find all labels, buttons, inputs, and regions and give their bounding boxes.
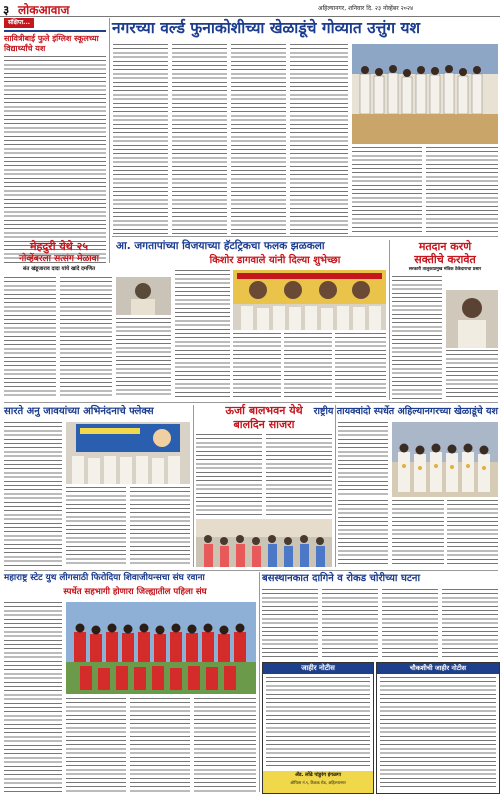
jagtap-body-col-1	[175, 270, 230, 400]
urja-body-col-1	[196, 434, 262, 516]
football-body-col-4	[194, 698, 256, 792]
column-divider	[193, 405, 194, 567]
main-body-col-3	[231, 44, 286, 234]
briefs-section	[4, 18, 106, 263]
rashtriya-medal-photo	[392, 422, 498, 497]
bus-headline: बसस्थानकात दागिने व रोकड चोरीच्या घटना	[262, 573, 421, 584]
section-divider	[4, 570, 498, 571]
mehdoori-body-col-1	[4, 277, 56, 397]
sarathe-body-col-2	[66, 487, 126, 567]
jahir-notice-body	[266, 677, 370, 769]
sarathe-headline: सारते अनु जावयांच्या अभिनंदनाचे फ्लेक्स	[4, 406, 154, 417]
voting-headline-line1: मतदान करणे	[418, 240, 472, 253]
jagtap-subhead: किशोर डागवाले यांनी दिल्या शुभेच्छा	[209, 255, 341, 266]
football-body-col-2	[66, 698, 126, 792]
briefs-rule	[4, 30, 106, 32]
advocate-address: ऑफिस नं.९, टिळक रोड, अहिल्यानगर	[290, 780, 346, 785]
urja-headline-line2: बालदिन साजरा	[233, 418, 295, 431]
briefs-headline: सावित्रीबाई फुले इंग्लिश स्कूलच्या विद्यार्थ्यांचे यश	[4, 34, 99, 53]
mehdoori-story	[4, 240, 114, 273]
bus-body-col-2	[322, 589, 378, 659]
rashtriya-headline: राष्ट्रीय तायक्वांदो स्पर्धेत अहिल्यानगरच्या खेळाडूंचे यश	[313, 406, 498, 417]
briefs-body-text	[4, 56, 106, 263]
advocate-name: ॲड. लोंढे पांडुरंग इंगळगा	[295, 772, 341, 778]
voting-headline-line2: सक्तीचे करावेत	[414, 253, 476, 266]
jagtap-body-col-4	[335, 333, 386, 400]
rashtriya-body-col-4	[447, 500, 498, 567]
jagtap-body-col-3	[284, 333, 332, 400]
sarathe-body-col-3	[130, 487, 190, 567]
page-number: ३	[3, 3, 10, 17]
rashtriya-body-col-3	[392, 500, 444, 567]
main-body-col-6	[426, 147, 498, 234]
rashtriya-body-col-1	[338, 422, 388, 497]
main-body-col-2	[172, 44, 227, 234]
voting-photo	[446, 290, 498, 348]
section-divider	[4, 402, 498, 403]
jagtap-flex-photo	[233, 270, 386, 330]
jagtap-headline: आ. जगतापांच्या विजयाच्या हॅटट्रिकचा फलक झळकला	[116, 240, 325, 252]
column-divider	[109, 18, 110, 263]
football-body-col-1	[4, 602, 62, 792]
jahir-notice-box	[262, 662, 374, 794]
urja-children-photo	[196, 519, 332, 567]
sarathe-body-col-1	[4, 422, 62, 567]
bus-body-col-4	[442, 589, 498, 659]
mehdoori-photo	[116, 277, 171, 315]
urja-body-col-2	[266, 434, 332, 516]
chaukashi-notice-body	[380, 677, 496, 789]
chaukashi-notice-title: चौकशीची जाहीर नोटीस	[377, 663, 499, 674]
column-divider	[259, 572, 260, 792]
taekwondo-team-photo	[352, 44, 498, 144]
voting-subhead: सरकारी तालुकाप्रमुख मंत्रिक ठेकेदाराचा प्रसार	[408, 267, 482, 272]
mehdoori-headline-line2: नोव्हेंबरला सत्संग मेळावा	[19, 254, 99, 264]
mehdoori-body-col-2	[60, 277, 112, 397]
mehdoori-body-col-3	[116, 318, 171, 397]
jahir-notice-title: जाहीर नोटीस	[263, 663, 373, 674]
rashtriya-body-col-2	[338, 500, 388, 567]
mehdoori-headline-line1: मेहदुरी येथे २५	[29, 240, 89, 253]
mehdoori-subhead: संत खंडूजाराव दादा यांचे खांदे दमणित	[22, 266, 96, 272]
jagtap-body-col-2	[233, 333, 281, 400]
main-headline: नगरच्या वर्ल्ड फुनाकोशीच्या खेळाडूंचे गोव्यात उत्तुंग यश	[112, 19, 420, 37]
advocate-stamp	[263, 771, 373, 793]
main-body-col-4	[290, 44, 348, 234]
bus-body-col-1	[262, 589, 318, 659]
football-body-col-3	[130, 698, 190, 792]
briefs-label: संक्षिप्त...	[4, 18, 34, 28]
urja-headline-line1: ऊर्जा बालभवन येथे	[225, 404, 303, 417]
sarathe-flex-photo	[66, 422, 190, 484]
voting-body-col-2	[446, 350, 498, 400]
voting-body-col-1	[392, 276, 442, 400]
date-line: अहिल्यानगर, शनिवार दि. २३ नोव्हेंबर २०२४	[318, 5, 414, 12]
column-divider	[389, 240, 390, 400]
column-divider	[335, 405, 336, 567]
chaukashi-notice-box	[376, 662, 500, 794]
main-body-col-1	[113, 44, 168, 234]
masthead	[0, 0, 500, 17]
football-headline: महाराष्ट्र स्टेट युथ लीगसाठी फिरोदिया शिवाजीयन्सचा संघ रवाना	[4, 573, 205, 583]
voting-story	[392, 240, 498, 273]
newspaper-logo: लोकआवाज	[18, 3, 70, 17]
section-divider	[112, 236, 498, 237]
main-body-col-5	[352, 147, 422, 234]
bus-body-col-3	[382, 589, 438, 659]
football-team-photo	[66, 602, 256, 694]
football-subhead: स्पर्धेत सहभागी होणारा जिल्ह्यातील पहिला संघ	[63, 587, 207, 597]
